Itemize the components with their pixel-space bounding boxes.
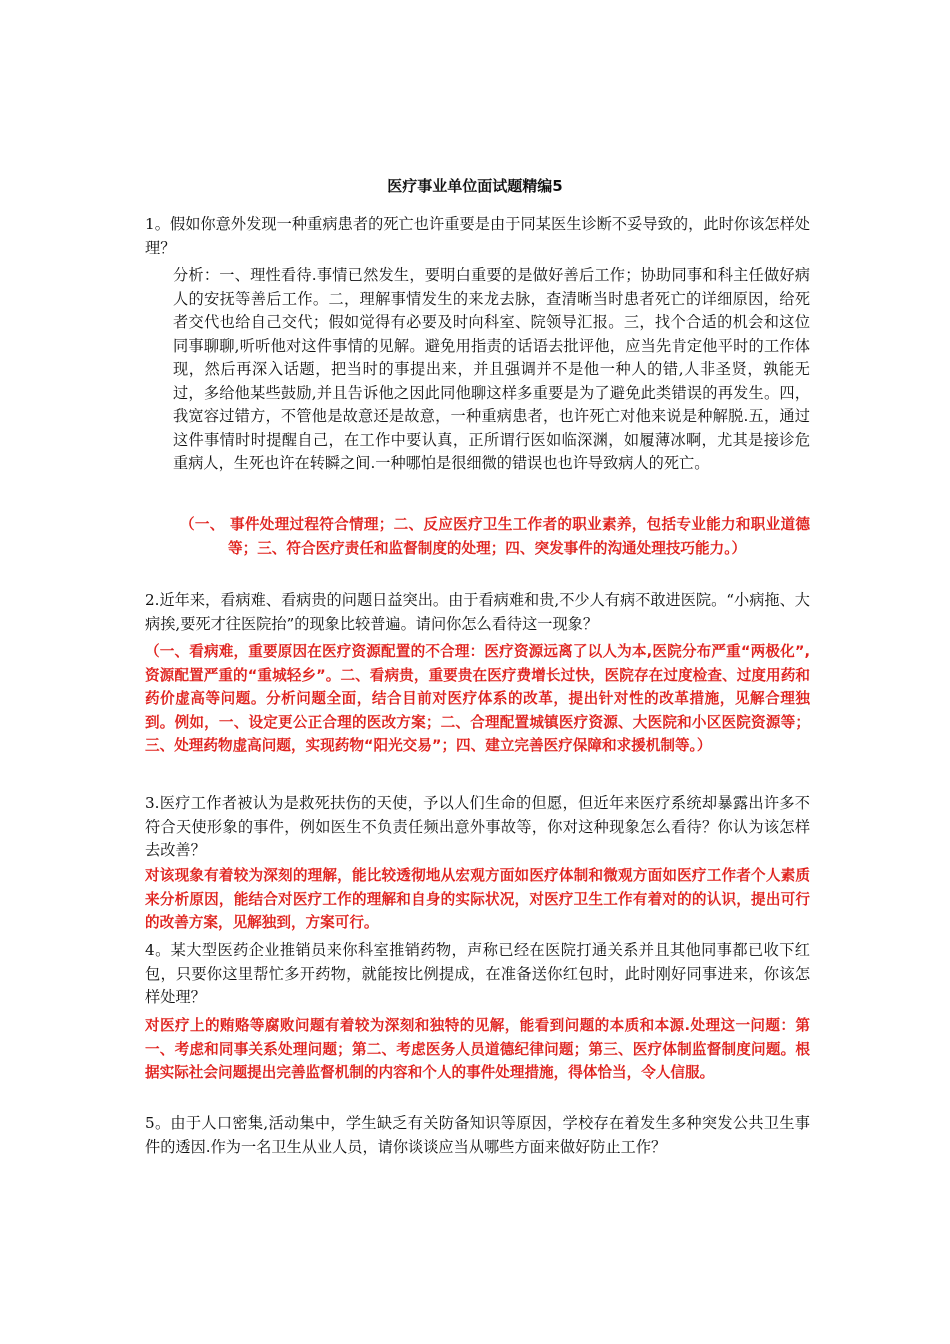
question-1: 1。假如你意外发现一种重病患者的死亡也许重要是由于同某医生诊断不妥导致的，此时你该怎样处理？ — [145, 215, 810, 257]
question-1-points-text: （一、 事件处理过程符合情理；二、反应医疗卫生工作者的职业素养，包括专业能力和职业道德等；三、符合医疗责任和监督制度的处理；四、突发事件的沟通处理技巧能力。） — [180, 516, 810, 557]
question-2: 2.近年来，看病难、看病贵的问题日益突出。由于看病难和贵,不少人有病不敢进医院。“小病拖、大病挨,要死才往医院抬”的现象比较普遍。请问你怎么看待这一现象？ — [145, 591, 810, 633]
question-5: 5。由于人口密集,活动集中，学生缺乏有关防备知识等原因，学校存在着发生多种突发公共卫生事件的透因.作为一名卫生从业人员，请你谈谈应当从哪些方面来做好防止工作？ — [145, 1114, 810, 1156]
question-3-answer: 对该现象有着较为深刻的理解，能比较透彻地从宏观方面如医疗体制和微观方面如医疗工作者个人素质来分析原因，能结合对医疗工作的理解和自身的实际状况，对医疗卫生工作有着对的的认识，提出可行的改善方案，见解独到，方案可行。 — [145, 867, 810, 931]
question-4: 4。某大型医药企业推销员来你科室推销药物，声称已经在医院打通关系并且其他同事都已收下红包，只要你这里帮忙多开药物，就能按比例提成，在准备送你红包时，此时刚好同事进来，你该怎样处理？ — [145, 941, 810, 1006]
question-1-analysis: 分析：一、理性看待.事情已然发生，要明白重要的是做好善后工作；协助同事和科主任做好病人的安抚等善后工作。二，理解事情发生的来龙去脉，查清晰当时患者死亡的详细原因，给死者交代也给自己交代；假如觉得有必要及时向科室、院领导汇报。三，找个合适的机会和这位同事聊聊,听听他对这件事情的见解。避免用指责的话语去批评他，应当先肯定他平时的工作体现，然后再深入话题，把当时的事提出来，并且强调并不是他一种人的错,人非圣贤，孰能无过，多给他某些鼓励,并且告诉他之因此同他聊这样多重要是为了避免此类错误的再发生。四，我宽容过错方，不管他是故意还是故意，一种重病患者，也许死亡对他来说是种解脱.五，通过这件事情时时提醒自己，在工作中要认真，正所谓行医如临深渊，如履薄冰啊，尤其是接诊危重病人，生死也许在转瞬之间.一种哪怕是很细微的错误也也许导致病人的死亡。 — [173, 266, 810, 472]
question-3: 3.医疗工作者被认为是救死扶伤的天使，予以人们生命的但愿，但近年来医疗系统却暴露出许多不符合天使形象的事件，例如医生不负责任频出意外事故等，你对这种现象怎么看待？你认为该怎样去改善？ — [145, 794, 810, 859]
document-title: 医疗事业单位面试题精编5 — [387, 177, 563, 195]
question-1-scoring-points — [180, 513, 810, 560]
question-2-answer: （一、看病难，重要原因在医疗资源配置的不合理：医疗资源远离了以人为本,医院分布严重“两极化”,资源配置严重的“重城轻乡”。二、看病贵，重要贵在医疗费增长过快，医院存在过度检查、过度用药和药价虚高等问题。分析问题全面，结合目前对医疗体系的改革，提出针对性的改革措施，见解合理独到。例如，一、设定更公正合理的医改方案；二、合理配置城镇医疗资源、大医院和小区医院资源等；三、处理药物虚高问题，实现药物“阳光交易”；四、建立完善医疗保障和求援机制等。） — [145, 643, 810, 754]
question-4-answer: 对医疗上的贿赂等腐败问题有着较为深刻和独特的见解，能看到问题的本质和本源.处理这一问题：第一、考虑和同事关系处理问题；第二、考虑医务人员道德纪律问题；第三、医疗体制监督制度问题。根据实际社会问题提出完善监督机制的内容和个人的事件处理措施，得体恰当，令人信服。 — [145, 1017, 810, 1081]
